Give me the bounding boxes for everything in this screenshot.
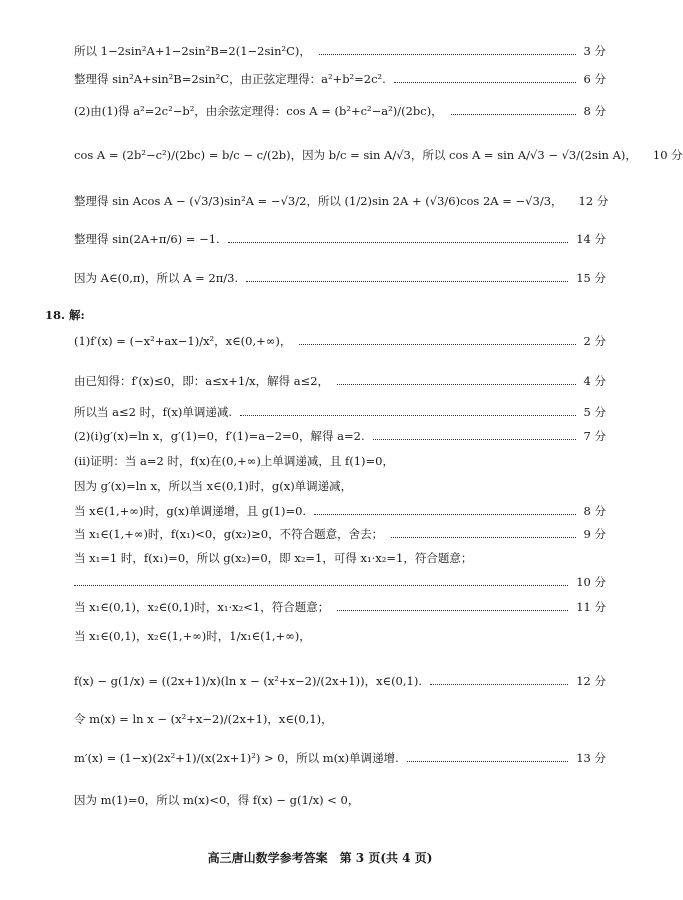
answer-line-16 — [74, 550, 606, 566]
score-label: 10 分 — [576, 575, 606, 589]
dot-leader — [74, 585, 568, 586]
score-label: 2 分 — [583, 334, 606, 348]
answer-line-7 — [74, 270, 606, 286]
answer-line-15 — [74, 526, 606, 542]
dot-leader — [337, 384, 575, 385]
line-text: m′(x) = (1−x)(2x²+1)/(x(2x+1)²) > 0，所以 m(x)单调递增. — [74, 751, 399, 765]
answer-line-1 — [74, 43, 606, 59]
line-text: (2)(ⅰ)g′(x)=ln x，g′(1)=0，f′(1)=a−2=0，解得 a=2. — [74, 429, 365, 443]
line-text: 所以 1−2sin²A+1−2sin²B=2(1−2sin²C)， — [74, 44, 311, 58]
line-text: (2)由(1)得 a²=2c²−b²，由余弦定理得：cos A = (b²+c²−a²)/(2bc)， — [74, 104, 443, 118]
score-label: 12 分 — [576, 674, 606, 688]
question-label: 18. 解: — [45, 308, 85, 322]
dot-leader — [430, 684, 568, 685]
score-label: 11 分 — [576, 600, 606, 614]
dot-leader — [407, 761, 568, 762]
answer-line-23 — [74, 792, 606, 808]
line-text: 由已知得：f′(x)≤0，即：a≤x+1/x，解得 a≤2， — [74, 374, 330, 388]
page-footer: 高三唐山数学参考答案 第 3 页(共 4 页) — [207, 851, 433, 865]
answer-line-17 — [74, 574, 606, 590]
answer-line-5 — [74, 193, 609, 209]
answer-line-19 — [74, 628, 606, 644]
answer-line-20 — [74, 673, 606, 689]
answer-line-13 — [74, 478, 606, 494]
line-text: (1)f′(x) = (−x²+ax−1)/x²，x∈(0,+∞)， — [74, 334, 292, 348]
line-text: 因为 g′(x)=ln x，所以当 x∈(0,1)时，g(x)单调递减， — [74, 479, 353, 493]
score-label: 10 分 — [652, 148, 683, 162]
dot-leader — [299, 344, 575, 345]
score-label: 3 分 — [583, 44, 606, 58]
answer-line-2 — [74, 71, 606, 87]
line-text: (ⅱ)证明：当 a=2 时，f(x)在(0,+∞)上单调递减，且 f(1)=0， — [74, 454, 394, 468]
line-text: 所以当 a≤2 时，f(x)单调递减. — [74, 405, 232, 419]
line-text: f(x) − g(1/x) = ((2x+1)/x)(ln x − (x²+x−2)/(2x+1))，x∈(0,1). — [74, 674, 422, 688]
score-label: 14 分 — [576, 232, 606, 246]
answer-line-10 — [74, 404, 606, 420]
line-text: 因为 m(1)=0，所以 m(x)<0，得 f(x) − g(1/x) < 0， — [74, 793, 360, 807]
score-label: 5 分 — [583, 405, 606, 419]
line-text: 因为 A∈(0,π)，所以 A = 2π/3. — [74, 271, 239, 285]
dot-leader — [314, 514, 575, 515]
score-label: 8 分 — [583, 504, 606, 518]
dot-leader — [319, 54, 576, 55]
dot-leader — [373, 439, 576, 440]
line-text: 当 x₁∈(0,1)，x₂∈(1,+∞)时，1/x₁∈(1,+∞)， — [74, 629, 311, 643]
line-text: cos A = (2b²−c²)/(2bc) = b/c − c/(2b)，因为 b/c = sin A/√3，所以 cos A = sin A/√3 − √3/(2sin A)， — [74, 148, 637, 162]
line-text: 整理得 sin Acos A − (√3/3)sin²A = −√3/2，所以 (1/2)sin 2A + (√3/6)cos 2A = −√3/3， — [74, 194, 563, 208]
dot-leader — [240, 415, 576, 416]
line-text: 当 x₁∈(1,+∞)时，f(x₁)<0，g(x₂)≥0，不符合题意，舍去； — [74, 527, 384, 541]
answer-line-14 — [74, 503, 606, 519]
answer-line-18 — [74, 599, 606, 615]
line-text: 当 x∈(1,+∞)时，g(x)单调递增，且 g(1)=0. — [74, 504, 307, 518]
answer-line-21 — [74, 711, 606, 727]
score-label: 13 分 — [576, 751, 606, 765]
score-label: 15 分 — [576, 271, 606, 285]
dot-leader — [337, 610, 568, 611]
line-text: 整理得 sin(2A+π/6) = −1. — [74, 232, 220, 246]
answer-line-22 — [74, 750, 606, 766]
answer-line-8 — [74, 333, 606, 349]
score-label: 12 分 — [578, 194, 609, 208]
line-text: 当 x₁=1 时，f(x₁)=0，所以 g(x₂)=0，即 x₂=1，可得 x₁·x₂=1，符合题意； — [74, 551, 473, 565]
line-text: 整理得 sin²A+sin²B=2sin²C，由正弦定理得：a²+b²=2c². — [74, 72, 386, 86]
score-label: 8 分 — [583, 104, 606, 118]
answer-line-12 — [74, 453, 606, 469]
answer-line-11 — [74, 428, 606, 444]
score-label: 7 分 — [583, 429, 606, 443]
answer-line-3 — [74, 103, 606, 119]
answer-line-4 — [74, 147, 683, 163]
score-label: 9 分 — [583, 527, 606, 541]
score-label: 4 分 — [583, 374, 606, 388]
line-text: 令 m(x) = ln x − (x²+x−2)/(2x+1)，x∈(0,1)， — [74, 712, 333, 726]
dot-leader — [391, 537, 575, 538]
answer-line-9 — [74, 373, 606, 389]
dot-leader — [228, 242, 569, 243]
answer-line-6 — [74, 231, 606, 247]
score-label: 6 分 — [583, 72, 606, 86]
dot-leader — [451, 114, 576, 115]
dot-leader — [246, 281, 568, 282]
dot-leader — [394, 82, 576, 83]
line-text: 当 x₁∈(0,1)，x₂∈(0,1)时，x₁·x₂<1，符合题意； — [74, 600, 330, 614]
